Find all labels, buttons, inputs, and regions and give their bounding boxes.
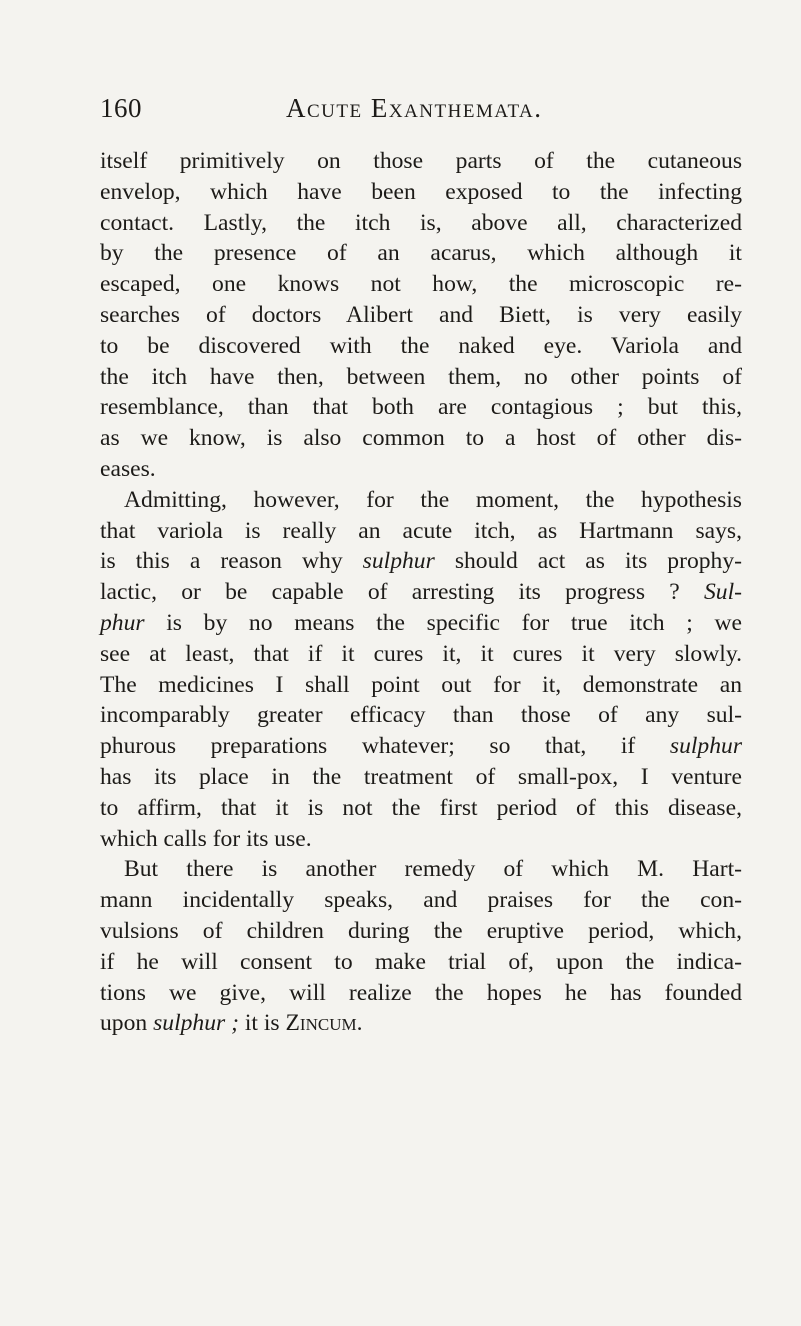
text-line: eases. [100,455,156,482]
text-run: upon [100,1010,154,1037]
text-line: which calls for its use. [100,825,312,852]
text-line: see at least, that if it cures it, it cures it very slowly. [100,640,742,667]
text-line: that variola is really an acute itch, as Hartmann says, [100,517,742,544]
text-line: escaped, one knows not how, the microscopic re- [100,271,742,298]
text-run: phurous preparations whatever; so that, if [100,733,670,760]
text-line: envelop, which have been exposed to the infecting [100,178,742,205]
text-run: is by no means the specific for true itch ; we [144,609,742,636]
body-text [100,146,742,1039]
text-line: incomparably greater efficacy than those of any sul- [100,702,742,729]
page-header [100,93,740,127]
text-line: The medicines I shall point out for it, demonstrate an [100,671,742,698]
running-title: Acute Exanthemata. [286,93,543,123]
text-line: to be discovered with the naked eye. Variola and [100,332,742,359]
text-line: has its place in the treatment of small-pox, I venture [100,763,742,790]
text-run: should act as its prophy- [434,548,743,575]
text-line: contact. Lastly, the itch is, above all, characterized [100,209,742,236]
text-line: by the presence of an acarus, which although it [100,240,742,267]
text-run: lactic, or be capable of arresting its progress ? [100,579,704,606]
italic-term: sulphur [362,548,435,575]
text-line: tions we give, will realize the hopes he has founded [100,979,742,1006]
text-line [100,608,742,639]
page-number: 160 [100,93,142,123]
text-run: is this a reason why [100,548,363,575]
text-line [100,731,742,762]
remedy-name: Zincum. [285,1010,363,1037]
text-line: vulsions of children during the eruptive period, which, [100,917,742,944]
text-line: But there is another remedy of which M. Hart- [124,856,742,883]
italic-term: Sul- [703,579,742,606]
text-line: itself primitively on those parts of the cutaneous [100,148,742,174]
text-line: Admitting, however, for the moment, the hypothesis [124,486,742,513]
text-line [100,546,742,577]
text-line: resemblance, than that both are contagious ; but this, [100,394,742,421]
text-line: if he will consent to make trial of, upon the indica- [100,948,742,975]
text-line: the itch have then, between them, no other points of [100,363,742,390]
text-line: searches of doctors Alibert and Biett, is very easily [100,301,742,328]
italic-term: phur [100,609,145,636]
text-line: as we know, is also common to a host of other dis- [100,425,742,452]
text-line: to affirm, that it is not the first period of this disease, [100,794,742,821]
text-run: it is [238,1010,286,1037]
italic-term: sulphur [669,733,742,760]
text-line [100,577,742,608]
text-line: mann incidentally speaks, and praises for the con- [100,887,742,914]
text-line [100,1008,742,1039]
italic-term: sulphur ; [153,1010,239,1037]
